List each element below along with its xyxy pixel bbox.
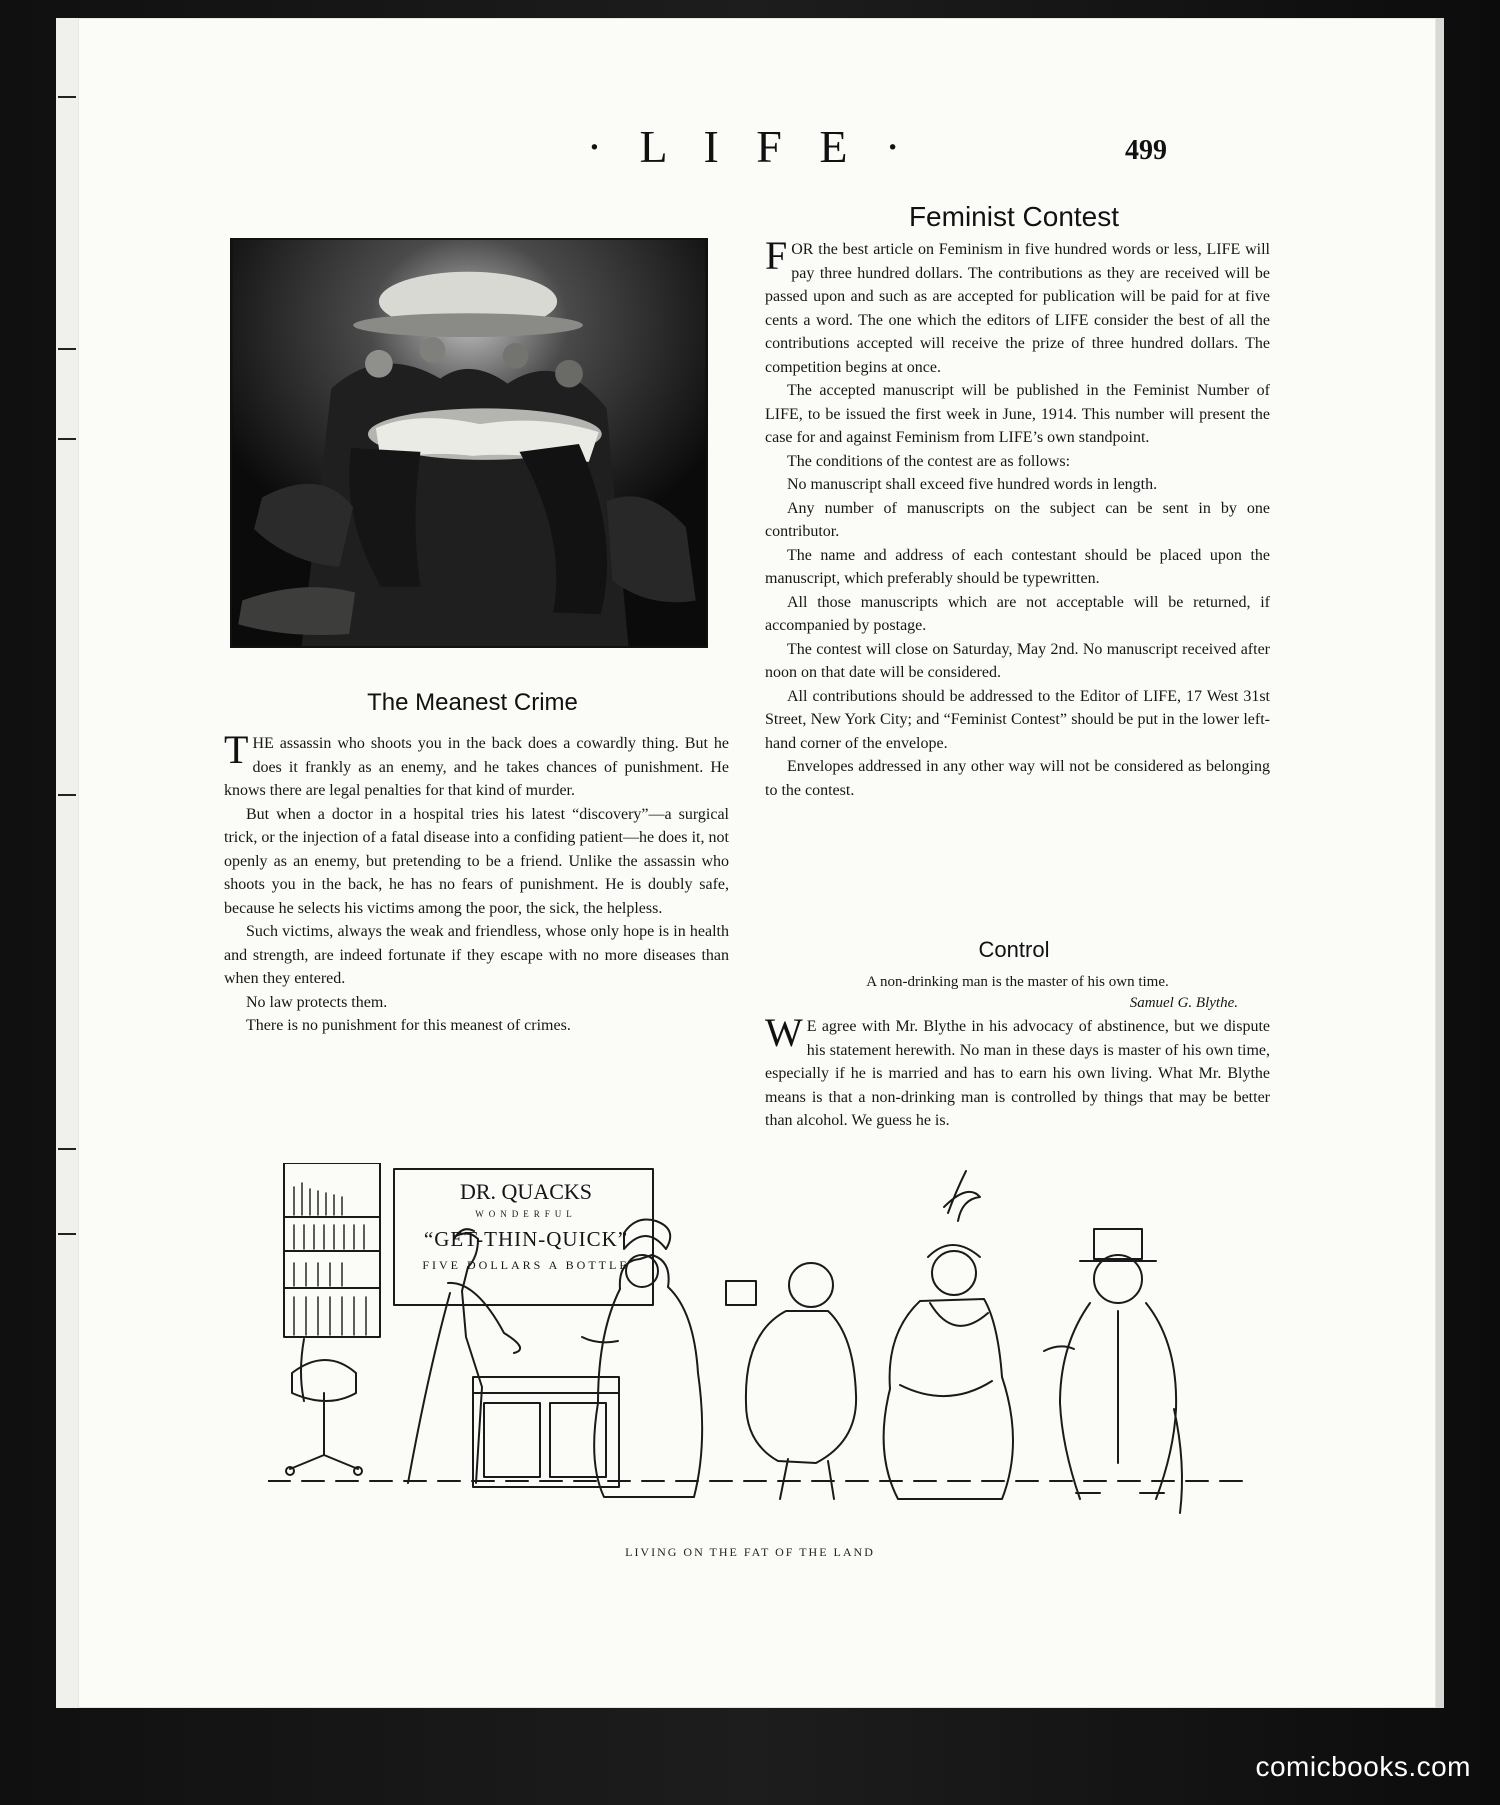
stout-man-head — [789, 1263, 833, 1307]
sign-line-2: WONDERFUL — [475, 1209, 577, 1219]
binding-mark — [58, 438, 76, 440]
portly-gentleman-head — [1094, 1255, 1142, 1303]
binding-mark — [58, 348, 76, 350]
feminist-paragraph-8: The contest will close on Saturday, May 2nd. No manuscript received after noon on that date will be considered. — [765, 640, 1270, 681]
feminist-paragraph-5: Any number of manuscripts on the subject can be sent in by one contributor. — [765, 499, 1270, 540]
binding-mark — [58, 96, 76, 98]
sign-line-3: “GET-THIN-QUICK” — [423, 1227, 629, 1251]
control-paragraph — [765, 1010, 1270, 1133]
paragraph-text: E agree with Mr. Blythe in his advocacy of abstinence, but we dispute his statement herewith. No man in these days is master of his own time, especially if he is married and has to earn his own living. What Mr. Blythe means is that a non-drinking man is controlled by things that may be better than alcohol. We guess he is. — [765, 1018, 1270, 1129]
section-title-feminist-contest: Feminist Contest — [908, 201, 1120, 232]
section-title-meanest-crime: The Meanest Crime — [367, 689, 578, 716]
section-title-control: Control — [978, 937, 1050, 962]
page-number: 499 — [1125, 135, 1167, 166]
meanest-paragraph-5: There is no punishment for this meanest of crimes. — [246, 1017, 571, 1034]
watermark: comicbooks.com — [1255, 1751, 1471, 1782]
surgery-illustration-svg — [232, 240, 706, 646]
feminist-paragraph-6: The name and address of each contestant should be placed upon the manuscript, which preferably should be typewritten. — [765, 546, 1270, 587]
feminist-paragraph-10: Envelopes addressed in any other way will not be considered as belonging to the contest. — [765, 758, 1270, 799]
society-woman-head — [932, 1251, 976, 1295]
meanest-paragraph-2: But when a doctor in a hospital tries his latest “discovery”—a surgical trick, or the injection of a fatal disease into a confiding patient—he does it, not openly as an enemy, but pretending to be a friend. Unlike the assassin who shoots you in the back, he has no fears of punishment. He is doubly safe, because he selects his victims among the poor, the sick, the helpless. — [224, 805, 729, 917]
sign-line-1: DR. QUACKS — [459, 1179, 593, 1204]
feminist-paragraph-2: The accepted manuscript will be published in the Feminist Number of LIFE, to be issued the first week in June, 1914. This number will present the case for and against Feminism from LIFE’s own standpoint. — [765, 382, 1270, 446]
feminist-paragraph-1 — [765, 233, 1270, 379]
dropcap-w: W — [765, 1010, 803, 1055]
epigraph-author: Samuel G. Blythe. — [1129, 995, 1238, 1011]
sign-line-4: FIVE DOLLARS A BOTTLE — [422, 1258, 630, 1272]
feminist-contest-body — [765, 233, 1270, 802]
feminist-paragraph-4: No manuscript shall exceed five hundred words in length. — [787, 476, 1158, 493]
cartoon-svg — [268, 1163, 1244, 1525]
feminist-paragraph-7: All those manuscripts which are not acceptable will be returned, if accompanied by postage. — [765, 593, 1270, 634]
dropcap-t: T — [224, 727, 249, 772]
dropcap-f: F — [765, 233, 788, 278]
illustration-surgery — [230, 238, 708, 648]
feminist-paragraph-3: The conditions of the contest are as follows: — [787, 452, 1071, 470]
cartoon-caption: LIVING ON THE FAT OF THE LAND — [625, 1545, 875, 1559]
cartoon-drawing — [268, 1163, 1244, 1525]
meanest-paragraph-1 — [224, 727, 729, 803]
binding-mark — [58, 1233, 76, 1235]
binding-mark — [58, 1148, 76, 1150]
control-epigraph — [765, 972, 1270, 1014]
epigraph-quote: A non-drinking man is the master of his own time. — [866, 974, 1169, 990]
control-body — [765, 1010, 1270, 1133]
paragraph-text: OR the best article on Feminism in five hundred words or less, LIFE will pay three hundred dollars. The contributions as they are received will be passed upon and such as are accepted for publication will be paid for at five cents a word. The one which the editors of LIFE consider the best of all the contributions accepted will receive the prize of three hundred dollars. The competition begins at once. — [765, 241, 1270, 376]
feminist-paragraph-9: All contributions should be addressed to the Editor of LIFE, 17 West 31st Street, New York City; and “Feminist Contest” should be put in the lower left-hand corner of the envelope. — [765, 687, 1270, 752]
paragraph-text: HE assassin who shoots you in the back does a cowardly thing. But he does it frankly as an enemy, and he takes chances of punishment. He knows there are legal penalties for that kind of murder. — [224, 735, 729, 799]
meanest-paragraph-3: Such victims, always the weak and friendless, whose only hope is in health and strength, are indeed fortunate if they escape with no more diseases than when they entered. — [224, 923, 729, 987]
binding-mark — [58, 794, 76, 796]
meanest-crime-body — [224, 727, 729, 1038]
masthead: · L I F E · — [586, 121, 914, 172]
meanest-paragraph-4: No law protects them. — [246, 993, 388, 1011]
